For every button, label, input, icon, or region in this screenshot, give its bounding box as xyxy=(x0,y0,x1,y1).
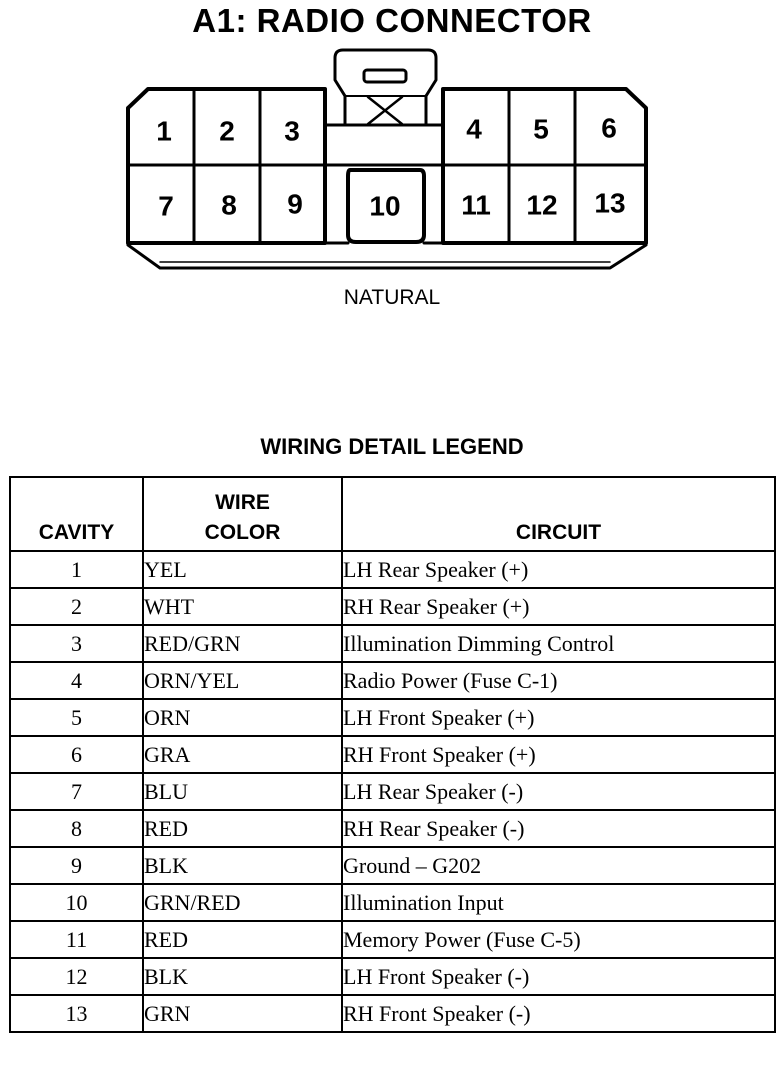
cavity-label: 6 xyxy=(601,112,617,144)
connector-ledge xyxy=(128,245,646,268)
cell-circuit: LH Rear Speaker (-) xyxy=(342,773,775,810)
cavity-label: 11 xyxy=(461,189,491,221)
table-row xyxy=(10,736,775,773)
cell-cavity: 13 xyxy=(10,995,143,1032)
table-row xyxy=(10,662,775,699)
cell-wire-color: WHT xyxy=(143,588,342,625)
cell-cavity: 4 xyxy=(10,662,143,699)
cell-wire-color: BLU xyxy=(143,773,342,810)
cell-wire-color: GRN/RED xyxy=(143,884,342,921)
cell-cavity: 10 xyxy=(10,884,143,921)
cell-wire-color: ORN/YEL xyxy=(143,662,342,699)
table-row xyxy=(10,810,775,847)
wiring-legend-table xyxy=(9,476,776,1033)
cell-circuit: RH Rear Speaker (+) xyxy=(342,588,775,625)
cell-cavity: 11 xyxy=(10,921,143,958)
cavity-label: 2 xyxy=(219,115,235,147)
connector-latch xyxy=(335,50,436,96)
cell-circuit: Radio Power (Fuse C-1) xyxy=(342,662,775,699)
table-row xyxy=(10,551,775,588)
cell-cavity: 5 xyxy=(10,699,143,736)
table-row xyxy=(10,699,775,736)
header-wire-color xyxy=(143,477,342,551)
cell-cavity: 3 xyxy=(10,625,143,662)
table-header-row xyxy=(10,477,775,551)
cell-cavity: 2 xyxy=(10,588,143,625)
header-cavity: CAVITY xyxy=(10,477,143,551)
cell-wire-color: RED xyxy=(143,810,342,847)
table-row xyxy=(10,958,775,995)
radio-connector-diagram xyxy=(0,0,784,330)
cell-wire-color: BLK xyxy=(143,847,342,884)
cell-circuit: Memory Power (Fuse C-5) xyxy=(342,921,775,958)
header-wire-line1: WIRE xyxy=(215,491,270,514)
cell-circuit: RH Front Speaker (-) xyxy=(342,995,775,1032)
header-wire-line2: COLOR xyxy=(204,521,281,544)
cavity-label: 9 xyxy=(287,188,303,220)
cavity-label: 5 xyxy=(533,113,549,145)
cell-circuit: LH Rear Speaker (+) xyxy=(342,551,775,588)
table-row xyxy=(10,921,775,958)
cavity-label: 7 xyxy=(158,190,174,222)
cell-cavity: 12 xyxy=(10,958,143,995)
connector-color-label: NATURAL xyxy=(343,286,441,309)
cavity-label: 1 xyxy=(156,115,172,147)
cell-wire-color: YEL xyxy=(143,551,342,588)
cell-circuit: RH Front Speaker (+) xyxy=(342,736,775,773)
table-row xyxy=(10,995,775,1032)
cell-cavity: 8 xyxy=(10,810,143,847)
table-row xyxy=(10,773,775,810)
cavity-label: 4 xyxy=(466,113,482,145)
cavity-label: 8 xyxy=(221,189,237,221)
cell-wire-color: BLK xyxy=(143,958,342,995)
cell-circuit: RH Rear Speaker (-) xyxy=(342,810,775,847)
cavity-label: 12 xyxy=(526,189,558,221)
cell-wire-color: GRA xyxy=(143,736,342,773)
legend-title: WIRING DETAIL LEGEND xyxy=(260,434,524,459)
cell-wire-color: ORN xyxy=(143,699,342,736)
cell-circuit: Illumination Input xyxy=(342,884,775,921)
cell-wire-color: GRN xyxy=(143,995,342,1032)
cell-cavity: 6 xyxy=(10,736,143,773)
cell-wire-color: RED xyxy=(143,921,342,958)
cavity-label: 13 xyxy=(594,187,626,219)
page-title: A1: RADIO CONNECTOR xyxy=(192,2,592,39)
cavity-label: 3 xyxy=(284,115,300,147)
cell-cavity: 7 xyxy=(10,773,143,810)
table-row xyxy=(10,625,775,662)
table-row xyxy=(10,588,775,625)
table-row xyxy=(10,847,775,884)
header-circuit: CIRCUIT xyxy=(342,477,775,551)
cell-wire-color: RED/GRN xyxy=(143,625,342,662)
cell-circuit: LH Front Speaker (-) xyxy=(342,958,775,995)
cell-cavity: 1 xyxy=(10,551,143,588)
cell-circuit: Ground – G202 xyxy=(342,847,775,884)
cell-circuit: LH Front Speaker (+) xyxy=(342,699,775,736)
table-row xyxy=(10,884,775,921)
cell-cavity: 9 xyxy=(10,847,143,884)
cell-circuit: Illumination Dimming Control xyxy=(342,625,775,662)
cavity-label: 10 xyxy=(369,190,401,222)
